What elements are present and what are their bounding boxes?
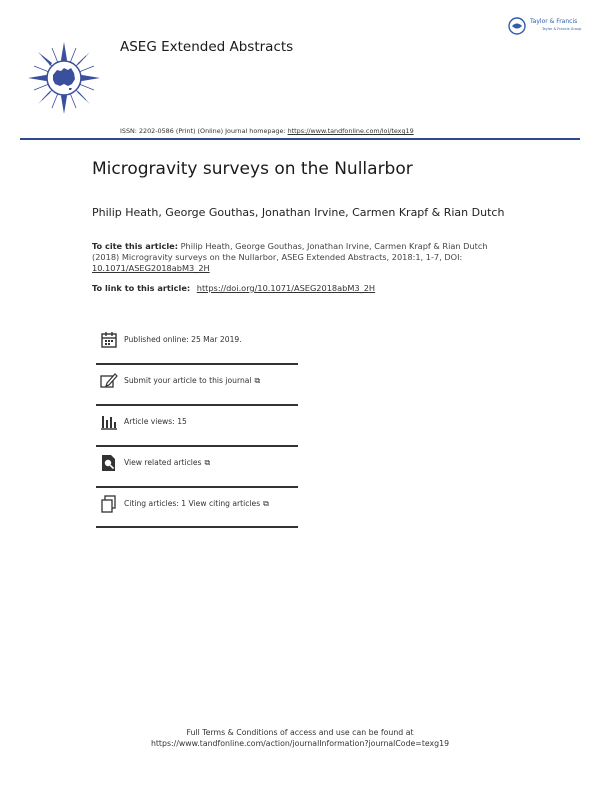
- article-views-text: Article views: 15: [124, 417, 187, 426]
- external-link-icon: ⧉: [204, 458, 211, 467]
- link-label: To link to this article:: [92, 283, 191, 293]
- article-title: Microgravity surveys on the Nullarbor: [92, 159, 413, 179]
- citation-label: To cite this article:: [92, 241, 178, 251]
- aseg-star-logo-icon: [28, 42, 100, 114]
- issn-line: [120, 127, 414, 135]
- submit-article-row[interactable]: [96, 363, 298, 401]
- external-link-icon: ⧉: [254, 376, 261, 385]
- terms-footer: [0, 727, 600, 749]
- citing-articles-icon: [100, 495, 118, 513]
- submit-article-link[interactable]: Submit your article to this journal: [124, 376, 252, 385]
- header-divider: [20, 138, 580, 140]
- article-doi-link[interactable]: https://doi.org/10.1071/ASEG2018abM3_2H: [196, 283, 376, 293]
- terms-text: Full Terms & Conditions of access and use can be found at: [186, 728, 414, 737]
- journal-title: ASEG Extended Abstracts: [120, 39, 294, 55]
- related-articles-row[interactable]: [96, 445, 298, 483]
- terms-link[interactable]: https://www.tandfonline.com/action/journalInformation?journalCode=texg19: [150, 739, 450, 748]
- publisher-tagline: Taylor & Francis Group: [542, 27, 582, 31]
- published-online-text: Published online: 25 Mar 2019.: [124, 335, 242, 344]
- submit-article-text-wrap: [124, 376, 260, 386]
- citation-block: [92, 241, 512, 274]
- publisher-logo[interactable]: [508, 15, 588, 39]
- journal-homepage-link[interactable]: https://www.tandfonline.com/loi/texg19: [287, 127, 414, 135]
- article-link-line: [92, 283, 375, 293]
- search-document-icon: [100, 454, 118, 472]
- publisher-mark-icon: [508, 17, 526, 35]
- citation-text: Philip Heath, George Gouthas, Jonathan Irvine, Carmen Krapf & Rian Dutch (2018) Microgravity surveys on the Nullarbor, ASEG Extended Abstracts, 2018:1, 1-7, DOI:: [92, 241, 488, 262]
- calendar-icon: [100, 331, 118, 349]
- related-articles-text-wrap: [124, 458, 210, 468]
- edit-icon: [100, 372, 118, 390]
- citing-articles-row[interactable]: [96, 486, 298, 524]
- issn-text: ISSN: 2202-0586 (Print) (Online) Journal homepage:: [120, 127, 286, 135]
- article-authors: Philip Heath, George Gouthas, Jonathan Irvine, Carmen Krapf & Rian Dutch: [92, 206, 505, 219]
- citation-doi-link[interactable]: 10.1071/ASEG2018abM3_2H: [92, 263, 210, 273]
- citing-articles-text-wrap: [124, 499, 269, 509]
- info-divider: [96, 526, 298, 528]
- related-articles-link[interactable]: View related articles: [124, 458, 202, 467]
- citing-articles-link[interactable]: Citing articles: 1 View citing articles: [124, 499, 261, 508]
- article-views-row: [96, 404, 298, 442]
- external-link-icon: ⧉: [263, 499, 269, 508]
- publisher-name: Taylor & Francis: [530, 18, 578, 25]
- journal-logo: [28, 42, 100, 114]
- bar-chart-icon: [100, 413, 118, 431]
- published-online-row: [96, 322, 298, 360]
